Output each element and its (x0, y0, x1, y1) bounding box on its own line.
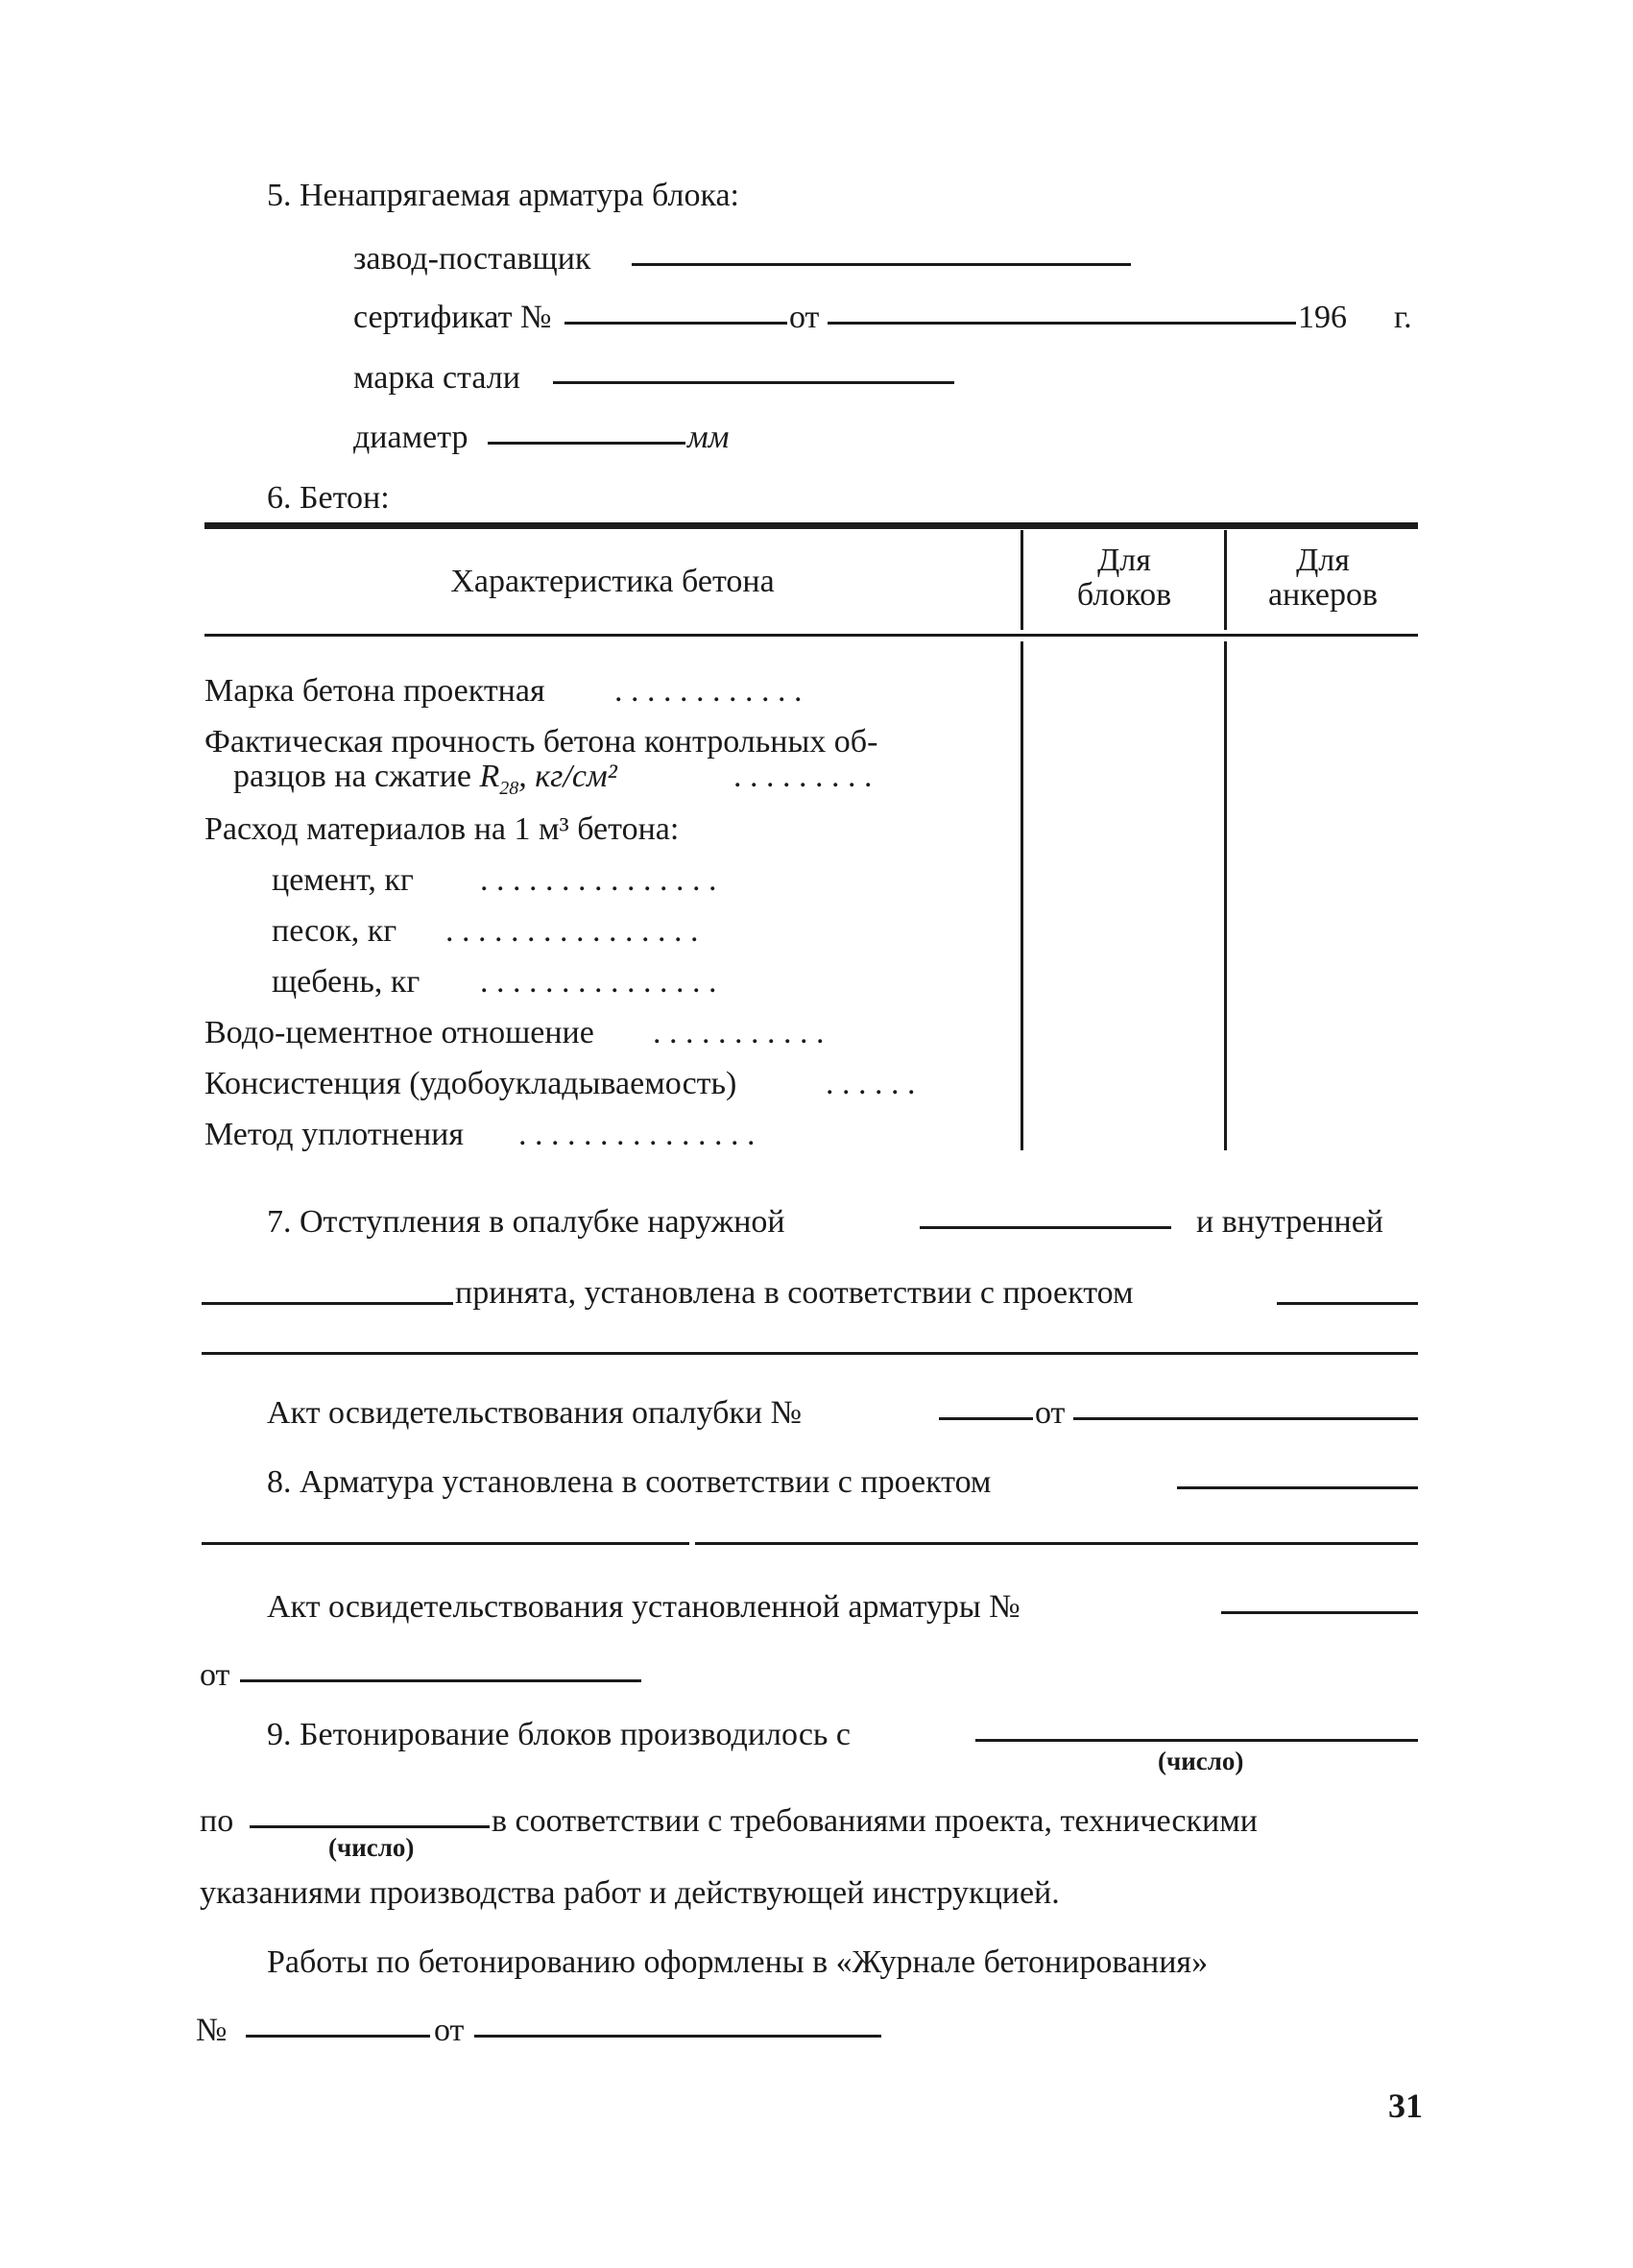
body-divider-2 (1224, 641, 1227, 1150)
table-header-blocks-line2: блоков (1076, 576, 1172, 613)
formwork-act-number-field[interactable] (939, 1417, 1033, 1420)
table-row-dots: . . . . . . . . . (733, 759, 873, 794)
table-header-characteristic: Характеристика бетона (450, 564, 775, 599)
journal-from-label: от (434, 2013, 465, 2048)
reinforcement-act-number-field[interactable] (1221, 1611, 1418, 1614)
table-row-label (233, 760, 617, 798)
journal-line: Работы по бетонированию оформлены в «Журнале бетонирования» (267, 1944, 1209, 1980)
concreting-start-hint: (число) (1158, 1747, 1244, 1775)
section6-title: 6. Бетон: (267, 480, 390, 516)
inner-formwork-field[interactable] (202, 1302, 453, 1305)
formwork-act-label: Акт освидетельствования опалубки № (267, 1395, 803, 1431)
plant-label: завод-поставщик (353, 241, 591, 277)
header-divider-2 (1224, 530, 1227, 630)
reinforcement-act-label: Акт освидетельствования установленной арматуры № (267, 1589, 1021, 1625)
cert-number-field[interactable] (564, 322, 787, 325)
plant-field[interactable] (632, 263, 1131, 266)
table-header-anchors-line2: анкеров (1267, 576, 1379, 613)
table-row-label: Фактическая прочность бетона контрольных об- (204, 724, 878, 760)
table-row-dots: . . . . . . . . . . . . . . . (480, 862, 717, 898)
cert-from-label: от (789, 300, 820, 335)
table-row-label: Метод уплотнения (204, 1117, 464, 1152)
section7-line1: 7. Отступления в опалубке наружной (267, 1204, 785, 1240)
section7-continuation-field[interactable] (202, 1352, 1418, 1355)
journal-no-label: № (196, 2013, 228, 2048)
section9-line2: в соответствии с требованиями проекта, техническими (492, 1803, 1258, 1839)
journal-number-field[interactable] (246, 2035, 430, 2038)
table-row-label: Расход материалов на 1 м³ бетона: (204, 811, 680, 847)
steel-grade-field[interactable] (553, 381, 954, 384)
table-row-label: цемент, кг (272, 862, 414, 898)
cert-date-field[interactable] (828, 322, 1296, 325)
reinforcement-continuation-field-a[interactable] (202, 1542, 689, 1545)
reinforcement-project-field[interactable] (1177, 1486, 1418, 1489)
steel-label: марка стали (353, 360, 520, 396)
diameter-unit: мм (687, 420, 730, 455)
table-row-label: щебень, кг (272, 964, 420, 1000)
cert-label: сертификат № (353, 300, 552, 335)
concreting-end-field[interactable] (250, 1825, 490, 1828)
body-divider-1 (1021, 641, 1023, 1150)
table-row-label: Консистенция (удобоукладываемость) (204, 1066, 737, 1101)
table-row-label: Марка бетона проектная (204, 673, 545, 709)
formwork-act-date-field[interactable] (1073, 1417, 1418, 1420)
reinforcement-continuation-field-b[interactable] (695, 1542, 1418, 1545)
table-header-blocks (1023, 543, 1225, 612)
table-row-label-text: разцов на сжатие (233, 759, 480, 794)
table-row-dots: . . . . . . . . . . . . . . . (518, 1117, 756, 1152)
reinforcement-act-from: от (200, 1657, 230, 1693)
concreting-start-field[interactable] (975, 1739, 1418, 1742)
section9-by-label: по (200, 1803, 234, 1839)
table-header-blocks-line1: Для (1097, 543, 1151, 578)
outer-formwork-field[interactable] (920, 1226, 1171, 1229)
table-row-dots: . . . . . . . . . . . . . . . (480, 964, 717, 1000)
table-header-anchors (1227, 543, 1419, 612)
reinforcement-act-date-field[interactable] (240, 1679, 641, 1682)
section8-line1: 8. Арматура установлена в соответствии с проектом (267, 1464, 992, 1500)
strength-symbol: $R_{28}$, кг/см² (479, 759, 617, 799)
table-row-label: Водо-цементное отношение (204, 1015, 594, 1050)
table-row-dots: . . . . . . (826, 1066, 916, 1101)
section9-line1: 9. Бетонирование блоков производилось с (267, 1717, 852, 1752)
section7-line2: принята, установлена в соответствии с проектом (455, 1275, 1134, 1311)
formwork-act-from: от (1035, 1395, 1066, 1431)
section7-line1-end: и внутренней (1196, 1204, 1383, 1240)
table-row-dots: . . . . . . . . . . . (653, 1015, 825, 1050)
section5-title: 5. Ненапрягаемая арматура блока: (267, 178, 739, 213)
diameter-label: диаметр (353, 420, 468, 455)
section9-line3: указаниями производства работ и действующей инструкцией. (200, 1875, 1060, 1911)
table-top-rule (204, 522, 1418, 529)
table-header-rule (204, 634, 1418, 637)
concreting-end-hint: (число) (328, 1833, 415, 1862)
diameter-field[interactable] (488, 442, 685, 445)
year-label: 196 (1298, 300, 1347, 335)
table-row-dots: . . . . . . . . . . . . (614, 673, 803, 709)
section7-project-field[interactable] (1277, 1302, 1418, 1305)
table-row-label: песок, кг (272, 913, 397, 949)
page-number: 31 (1388, 2087, 1423, 2125)
table-header-anchors-line1: Для (1296, 543, 1350, 578)
header-divider-1 (1021, 530, 1023, 630)
journal-date-field[interactable] (474, 2035, 881, 2038)
table-row-dots: . . . . . . . . . . . . . . . . (445, 913, 699, 949)
year-suffix: г. (1394, 300, 1412, 335)
